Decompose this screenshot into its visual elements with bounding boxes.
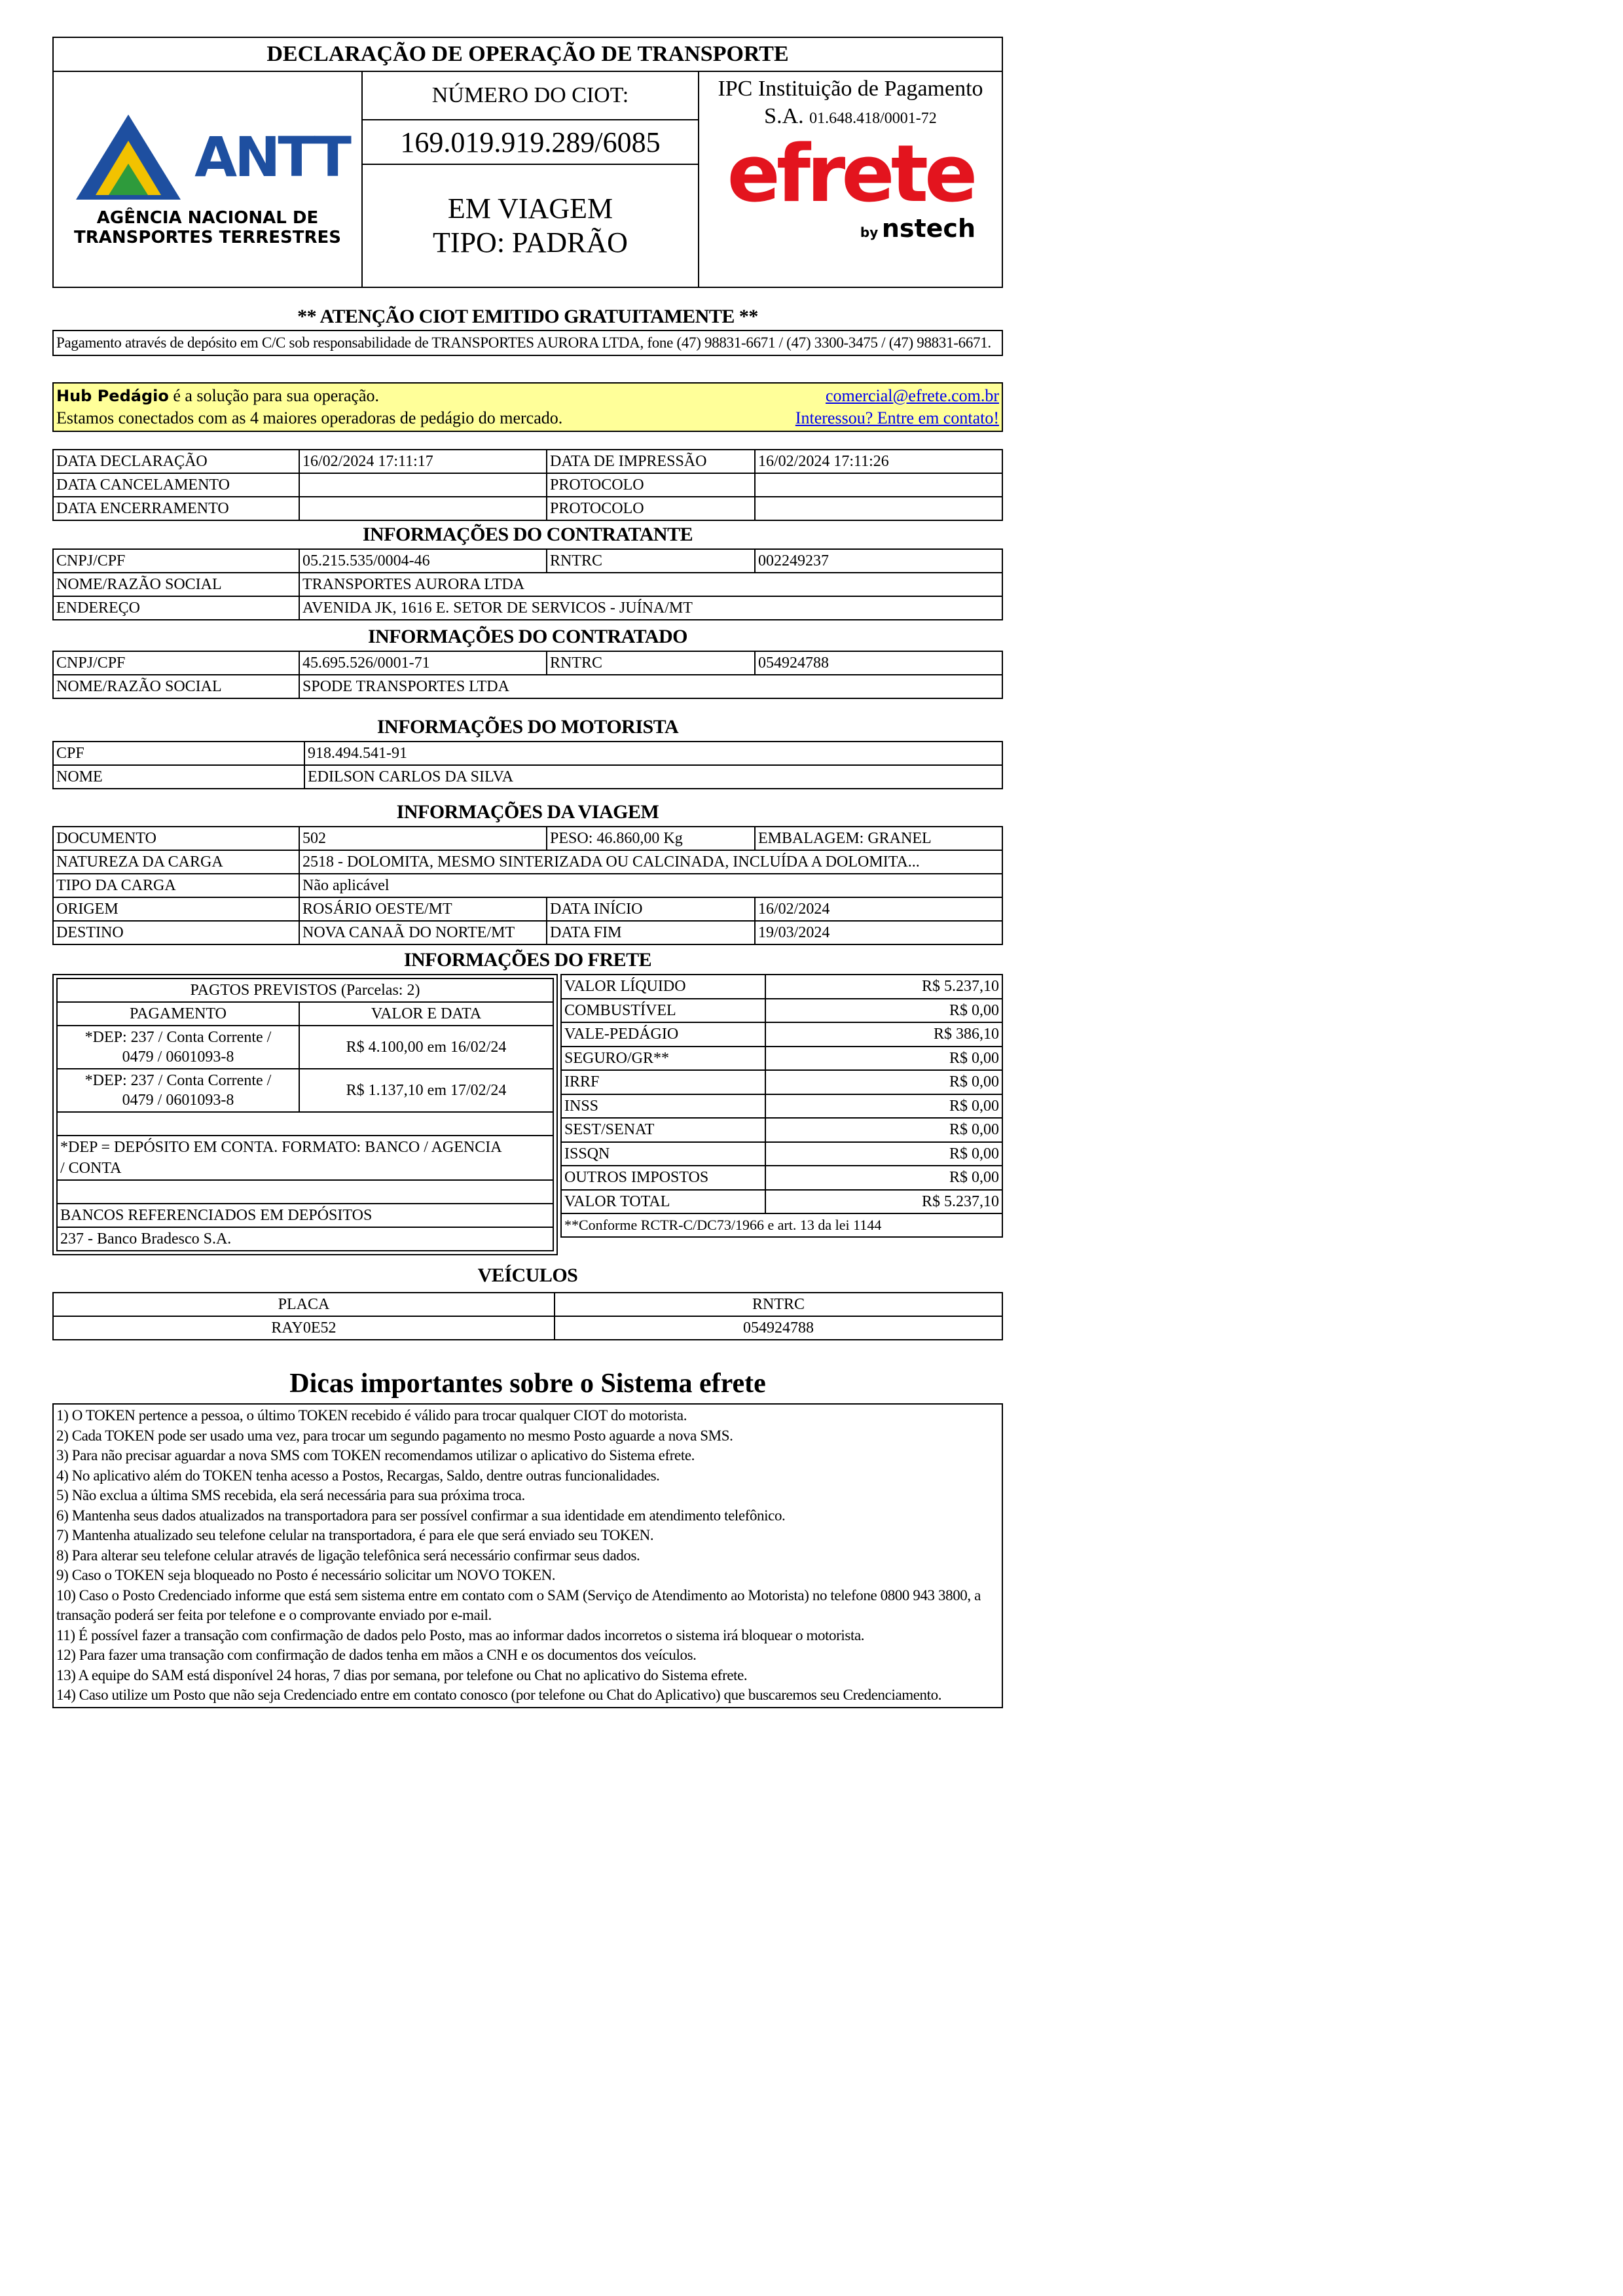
hub-pedagio-banner xyxy=(52,382,1003,432)
veiculos-heading: VEÍCULOS xyxy=(477,1265,578,1286)
rntrc-value: 002249237 xyxy=(755,549,1002,573)
header-box xyxy=(52,37,1003,288)
tipo-carga-label: TIPO DA CARGA xyxy=(53,874,299,897)
payment-cell xyxy=(57,1026,299,1069)
list-item: 11) É possível fazer a transação com confirmação de dados pelo Posto, mas ao informar dados incorretos o sistema irá bloquear o motorista. xyxy=(56,1626,865,1643)
rntrc-value: 054924788 xyxy=(555,1316,1002,1340)
placa-label: PLACA xyxy=(53,1293,555,1316)
protocolo-value xyxy=(755,497,1002,520)
table-row xyxy=(53,450,1002,473)
data-declaracao-value: 16/02/2024 17:11:17 xyxy=(299,450,547,473)
embalagem-value: EMBALAGEM: GRANEL xyxy=(755,827,1002,850)
nome-value: SPODE TRANSPORTES LTDA xyxy=(299,675,1002,698)
ciot-tipo: TIPO: PADRÃO xyxy=(433,226,628,259)
contratante-heading: INFORMAÇÕES DO CONTRATANTE xyxy=(362,524,693,545)
protocolo-label: PROTOCOLO xyxy=(547,497,755,520)
cnpj-value: 05.215.535/0004-46 xyxy=(299,549,547,573)
data-fim-value: 19/03/2024 xyxy=(755,921,1002,944)
frete-section xyxy=(52,974,1003,1255)
frete-value-amount: R$ 0,00 xyxy=(765,1118,1002,1142)
table-row xyxy=(53,651,1002,675)
origem-label: ORIGEM xyxy=(53,897,299,921)
table-row xyxy=(561,1094,1002,1119)
list-item: 13) A equipe do SAM está disponível 24 horas, 7 dias por semana, por telefone ou Chat no aplicativo do Sistema efrete. xyxy=(56,1666,748,1683)
by-label: by xyxy=(860,224,879,240)
attention-heading: ** ATENÇÃO CIOT EMITIDO GRATUITAMENTE ** xyxy=(297,306,758,327)
dates-table xyxy=(52,449,1003,521)
table-row xyxy=(53,765,1002,789)
frete-value-label: VALOR TOTAL xyxy=(561,1190,765,1214)
table-row xyxy=(53,596,1002,620)
origem-value: ROSÁRIO OESTE/MT xyxy=(299,897,547,921)
frete-value-label: SEGURO/GR** xyxy=(561,1047,765,1071)
table-row xyxy=(53,675,1002,698)
table-row xyxy=(53,549,1002,573)
documento-label: DOCUMENTO xyxy=(53,827,299,850)
document xyxy=(52,37,1003,1708)
table-row xyxy=(57,978,553,1002)
viagem-heading: INFORMAÇÕES DA VIAGEM xyxy=(396,801,659,823)
payment-cell xyxy=(57,1069,299,1112)
document-title: DECLARAÇÃO DE OPERAÇÃO DE TRANSPORTE xyxy=(54,38,1002,72)
antt-wordmark: ANTT xyxy=(194,125,349,189)
data-impressao-label: DATA DE IMPRESSÃO xyxy=(547,450,755,473)
data-declaracao-label: DATA DECLARAÇÃO xyxy=(53,450,299,473)
table-row xyxy=(561,1213,1002,1237)
protocolo-value xyxy=(755,473,1002,497)
list-item: 8) Para alterar seu telefone celular através de ligação telefônica será necessário confirmar seus dados. xyxy=(56,1547,640,1564)
table-row xyxy=(57,1069,553,1112)
table-row xyxy=(53,850,1002,874)
contratado-heading: INFORMAÇÕES DO CONTRATADO xyxy=(367,626,688,647)
frete-value-label: VALE-PEDÁGIO xyxy=(561,1022,765,1047)
table-row xyxy=(53,921,1002,944)
nome-value: TRANSPORTES AURORA LTDA xyxy=(299,573,1002,596)
veiculos-table xyxy=(52,1292,1003,1340)
data-impressao-value: 16/02/2024 17:11:26 xyxy=(755,450,1002,473)
motorista-table xyxy=(52,741,1003,789)
rntrc-label: RNTRC xyxy=(547,651,755,675)
valores-table xyxy=(560,974,1003,1238)
frete-value-label: OUTROS IMPOSTOS xyxy=(561,1166,765,1190)
contact-link[interactable]: Interessou? Entre em contato! xyxy=(795,408,999,427)
nome-label: NOME xyxy=(53,765,304,789)
antt-logo xyxy=(54,72,363,287)
dicas-title: Dicas importantes sobre o Sistema efrete xyxy=(289,1369,766,1399)
list-item: 7) Mantenha atualizado seu telefone celular na transportadora, é para ele que será enviado seu TOKEN. xyxy=(56,1527,654,1543)
rntrc-value: 054924788 xyxy=(755,651,1002,675)
table-row xyxy=(53,497,1002,520)
documento-value: 502 xyxy=(299,827,547,850)
table-row xyxy=(561,1142,1002,1166)
email-link[interactable]: comercial@efrete.com.br xyxy=(825,386,999,405)
endereco-label: ENDEREÇO xyxy=(53,596,299,620)
frete-value-amount: R$ 0,00 xyxy=(765,1070,1002,1094)
frete-value-label: COMBUSTÍVEL xyxy=(561,999,765,1023)
frete-value-amount: R$ 0,00 xyxy=(765,1166,1002,1190)
efrete-wordmark: efrete xyxy=(727,129,974,220)
nome-label: NOME/RAZÃO SOCIAL xyxy=(53,573,299,596)
cpf-value: 918.494.541-91 xyxy=(304,742,1002,765)
bancos-label: BANCOS REFERENCIADOS EM DEPÓSITOS xyxy=(57,1204,553,1227)
frete-value-amount: R$ 0,00 xyxy=(765,1094,1002,1119)
protocolo-label: PROTOCOLO xyxy=(547,473,755,497)
table-row xyxy=(561,1118,1002,1142)
payment-line2: 0479 / 0601093-8 xyxy=(122,1049,234,1066)
payment-valor: R$ 4.100,00 em 16/02/24 xyxy=(299,1026,553,1069)
frete-heading: INFORMAÇÕES DO FRETE xyxy=(403,949,652,971)
list-item: 10) Caso o Posto Credenciado informe que está sem sistema entre em contato com o SAM (Serviço de Atendimento ao Motorista) no telefone 0800 943 3800, a transação poderá ser feita por telefone e o comprovante enviado por e-mail. xyxy=(56,1587,981,1623)
hub-line2: Estamos conectados com as 4 maiores operadoras de pedágio do mercado. xyxy=(56,408,563,427)
table-row xyxy=(561,1190,1002,1214)
frete-value-label: INSS xyxy=(561,1094,765,1119)
placa-value: RAY0E52 xyxy=(53,1316,555,1340)
frete-value-amount: R$ 0,00 xyxy=(765,999,1002,1023)
contratante-table xyxy=(52,548,1003,620)
data-encerramento-label: DATA ENCERRAMENTO xyxy=(53,497,299,520)
ipc-cnpj: 01.648.418/0001-72 xyxy=(809,110,937,127)
antt-triangle-icon xyxy=(66,111,191,203)
nome-label: NOME/RAZÃO SOCIAL xyxy=(53,675,299,698)
list-item: 1) O TOKEN pertence a pessoa, o último TOKEN recebido é válido para trocar qualquer CIOT do motorista. xyxy=(56,1407,687,1424)
payment-line1: *DEP: 237 / Conta Corrente / xyxy=(84,1072,272,1089)
antt-name-line2: TRANSPORTES TERRESTRES xyxy=(74,228,341,247)
table-row xyxy=(53,742,1002,765)
list-item: 6) Mantenha seus dados atualizados na transportadora para ser possível confirmar a sua identidade em atendimento telefônico. xyxy=(56,1507,786,1524)
table-row xyxy=(57,1180,553,1204)
natureza-label: NATUREZA DA CARGA xyxy=(53,850,299,874)
data-encerramento-value xyxy=(299,497,547,520)
dicas-list xyxy=(52,1403,1003,1708)
table-row xyxy=(57,1002,553,1026)
frete-value-amount: R$ 5.237,10 xyxy=(765,1190,1002,1214)
frete-value-label: SEST/SENAT xyxy=(561,1118,765,1142)
endereco-value: AVENIDA JK, 1616 E. SETOR DE SERVICOS - JUÍNA/MT xyxy=(299,596,1002,620)
nstech-label: nstech xyxy=(881,214,976,243)
table-row xyxy=(561,975,1002,999)
dep-note-line1: *DEP = DEPÓSITO EM CONTA. FORMATO: BANCO / AGENCIA xyxy=(60,1139,502,1156)
table-row xyxy=(561,1047,1002,1071)
frete-value-amount: R$ 0,00 xyxy=(765,1047,1002,1071)
frete-value-label: ISSQN xyxy=(561,1142,765,1166)
empty-row xyxy=(57,1112,553,1136)
data-inicio-value: 16/02/2024 xyxy=(755,897,1002,921)
payment-line2: 0479 / 0601093-8 xyxy=(122,1092,234,1109)
dep-note-line2: / CONTA xyxy=(60,1160,122,1177)
natureza-value: 2518 - DOLOMITA, MESMO SINTERIZADA OU CALCINADA, INCLUÍDA A DOLOMITA... xyxy=(299,850,1002,874)
dep-note xyxy=(57,1136,553,1180)
table-row xyxy=(57,1204,553,1227)
viagem-table xyxy=(52,826,1003,945)
ciot-number: 169.019.919.289/6085 xyxy=(363,120,698,165)
pagtos-table xyxy=(56,978,554,1251)
rntrc-label: RNTRC xyxy=(555,1293,1002,1316)
destino-value: NOVA CANAÃ DO NORTE/MT xyxy=(299,921,547,944)
nome-value: EDILSON CARLOS DA SILVA xyxy=(304,765,1002,789)
table-row xyxy=(53,473,1002,497)
table-row xyxy=(53,827,1002,850)
cnpj-value: 45.695.526/0001-71 xyxy=(299,651,547,675)
data-cancelamento-value xyxy=(299,473,547,497)
ipc-sa: S.A. xyxy=(764,104,804,128)
col-pagamento: PAGAMENTO xyxy=(57,1002,299,1026)
tipo-carga-value: Não aplicável xyxy=(299,874,1002,897)
col-valor: VALOR E DATA xyxy=(299,1002,553,1026)
cpf-label: CPF xyxy=(53,742,304,765)
table-row xyxy=(57,1112,553,1136)
empty-row xyxy=(57,1180,553,1204)
valores-box xyxy=(560,974,1003,1238)
peso-value: PESO: 46.860,00 Kg xyxy=(547,827,755,850)
ipc-name: IPC Instituição de Pagamento xyxy=(718,77,983,101)
table-row xyxy=(57,1026,553,1069)
hub-title: Hub Pedágio xyxy=(56,387,169,405)
list-item: 5) Não exclua a última SMS recebida, ela será necessária para sua próxima troca. xyxy=(56,1487,525,1503)
payment-line1: *DEP: 237 / Conta Corrente / xyxy=(84,1029,272,1046)
hub-line1: é a solução para sua operação. xyxy=(168,386,380,405)
antt-name-line1: AGÊNCIA NACIONAL DE xyxy=(96,208,319,228)
table-row xyxy=(53,874,1002,897)
ipc-efrete-logo xyxy=(699,72,1002,287)
table-row xyxy=(53,573,1002,596)
table-row xyxy=(57,1136,553,1180)
table-row xyxy=(561,999,1002,1023)
table-row xyxy=(53,897,1002,921)
list-item: 9) Caso o TOKEN seja bloqueado no Posto é necessário solicitar um NOVO TOKEN. xyxy=(56,1567,556,1583)
frete-value-label: IRRF xyxy=(561,1070,765,1094)
pagtos-title: PAGTOS PREVISTOS (Parcelas: 2) xyxy=(57,978,553,1002)
table-row xyxy=(561,1022,1002,1047)
data-cancelamento-label: DATA CANCELAMENTO xyxy=(53,473,299,497)
table-row xyxy=(561,1070,1002,1094)
data-inicio-label: DATA INÍCIO xyxy=(547,897,755,921)
frete-value-label: VALOR LÍQUIDO xyxy=(561,975,765,999)
frete-value-amount: R$ 5.237,10 xyxy=(765,975,1002,999)
table-row xyxy=(53,1293,1002,1316)
frete-value-amount: R$ 0,00 xyxy=(765,1142,1002,1166)
list-item: 3) Para não precisar aguardar a nova SMS com TOKEN recomendamos utilizar o aplicativo do Sistema efrete. xyxy=(56,1447,695,1463)
data-fim-label: DATA FIM xyxy=(547,921,755,944)
table-row xyxy=(561,1166,1002,1190)
table-row xyxy=(53,1316,1002,1340)
list-item: 12) Para fazer uma transação com confirmação de dados tenha em mãos a CNH e os documentos dos veículos. xyxy=(56,1647,697,1663)
cnpj-label: CNPJ/CPF xyxy=(53,549,299,573)
motorista-heading: INFORMAÇÕES DO MOTORISTA xyxy=(376,716,679,738)
list-item: 14) Caso utilize um Posto que não seja Credenciado entre em contato conosco (por telefone ou Chat do Aplicativo) que buscaremos seu Credenciamento. xyxy=(56,1687,942,1703)
cnpj-label: CNPJ/CPF xyxy=(53,651,299,675)
rntrc-label: RNTRC xyxy=(547,549,755,573)
frete-value-amount: R$ 386,10 xyxy=(765,1022,1002,1047)
ciot-label: NÚMERO DO CIOT: xyxy=(363,72,698,120)
banco-value: 237 - Banco Bradesco S.A. xyxy=(57,1227,553,1251)
list-item: 4) No aplicativo além do TOKEN tenha acesso a Postos, Recargas, Saldo, dentre outras funcionalidades. xyxy=(56,1467,660,1484)
contratado-table xyxy=(52,651,1003,699)
destino-label: DESTINO xyxy=(53,921,299,944)
payment-notice: Pagamento através de depósito em C/C sob responsabilidade de TRANSPORTES AURORA LTDA, fone (47) 98831-6671 / (47) 3300-3475 / (47) 98831-6671. xyxy=(52,330,1003,356)
payment-valor: R$ 1.137,10 em 17/02/24 xyxy=(299,1069,553,1112)
pagtos-box xyxy=(52,974,558,1255)
valores-footnote: **Conforme RCTR-C/DC73/1966 e art. 13 da lei 1144 xyxy=(561,1213,1002,1237)
list-item: 2) Cada TOKEN pode ser usado uma vez, para trocar um segundo pagamento no mesmo Posto aguarde a nova SMS. xyxy=(56,1427,733,1444)
table-row xyxy=(57,1227,553,1251)
ciot-status: EM VIAGEM xyxy=(447,192,613,224)
